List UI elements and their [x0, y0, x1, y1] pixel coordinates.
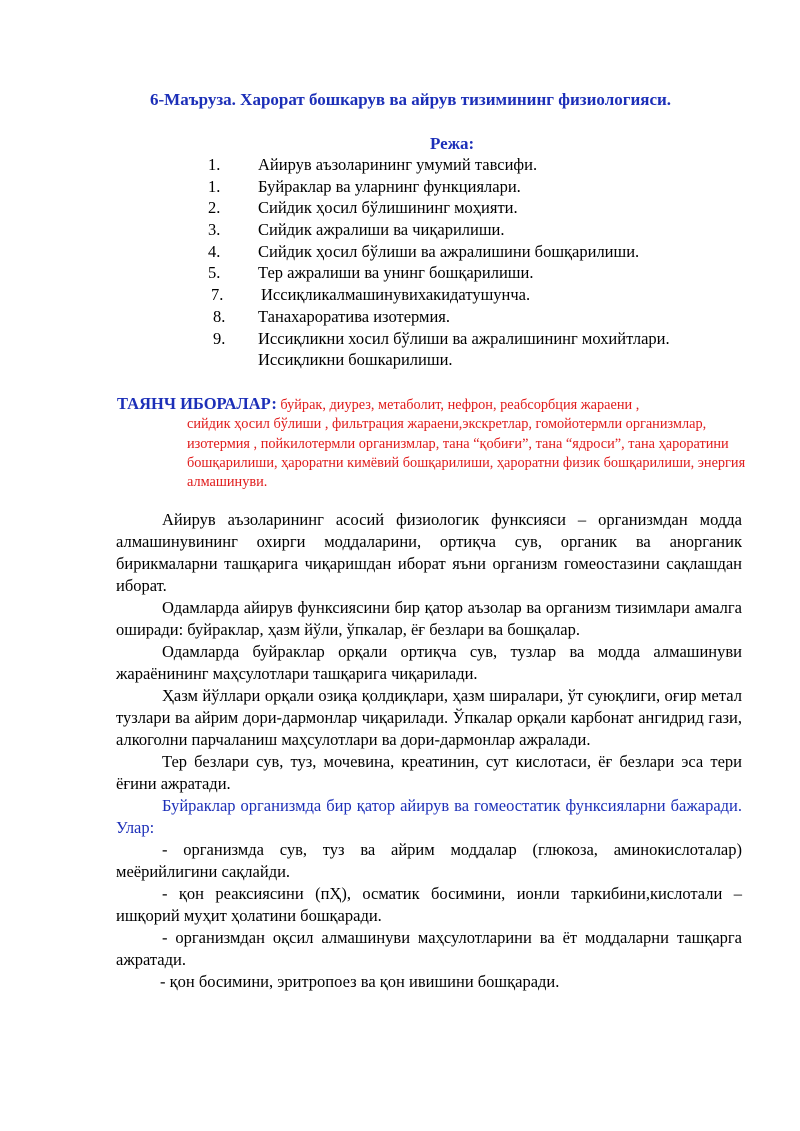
plan-item-text: Айирув аъзоларининг умумий тавсифи. [258, 155, 538, 174]
keywords-first-line [117, 394, 757, 415]
plan-list [208, 154, 768, 371]
plan-item [208, 197, 768, 219]
plan-item-number: 2. [208, 198, 221, 218]
plan-item-number: 4. [208, 241, 221, 261]
plan-item-text: Тер ажралиши ва унинг бошқарилиши. [258, 263, 534, 283]
plan-item-number: 3. [208, 220, 221, 240]
plan-item-number: 8. [213, 306, 226, 326]
plan-item [208, 349, 768, 371]
plan-item [208, 176, 768, 198]
paragraph: Тер безлари сув, туз, мочевина, креатинин, сут кислотаси, ёғ безлари эса тери ёғини ажратади. [116, 752, 742, 793]
paragraph: Айирув аъзоларининг асосий физиологик функсияси – организмдан модда алмашинувининг охирги моддаларини, ортиқча сув, органик ва анорганик бирикмаларни ташқарига чиқаришдан иборат яъни организм гомеостазини сақлашдан иборат. [116, 510, 742, 595]
list-item: - организмдан оқсил алмашинуви маҳсулотларини ва ёт моддаларни ташқарга ажратади. [116, 928, 742, 969]
plan-item-text: Танахароратива изотермия. [258, 306, 451, 326]
plan-item-number: 1. [208, 176, 221, 196]
list-item: - организмда сув, туз ва айрим моддалар (глюкоза, аминокислоталар) меёрийлигини сақлайди. [116, 840, 742, 881]
keywords-label: ТАЯНЧ ИБОРАЛАР: [117, 394, 277, 413]
plan-item-text: Иссиқликни бошкарилиши. [258, 350, 453, 370]
plan-item-text: Иссиқликалмашинувихакидатушунча. [261, 285, 531, 305]
plan-item-text: Иссиқликни хосил бўлиши ва ажралишининг мохийтлари. [258, 328, 670, 348]
list-item: - қон реаксиясини (пҲ), осматик босимини, ионли таркибини,кислотали – ишқорий муҳит ҳолатини бошқаради. [116, 884, 742, 925]
paragraph: Одамларда буйраклар орқали ортиқча сув, тузлар ва модда алмашинуви жараёнининг маҳсулотлари ташқарига чиқарилади. [116, 642, 742, 683]
plan-item [208, 328, 768, 350]
list-item: - қон босимини, эритропоез ва қон ивишини бошқаради. [160, 972, 560, 991]
plan-item-text: Буйраклар ва уларнинг функциялари. [258, 176, 521, 196]
keywords-text-continued: сийдик ҳосил бўлиши , фильтрация жараени,экскретлар, гомойотермли организмлар, изотермия , пойкилотермли организмлар, тана “қобиғи”, тана “ядроси”, тана ҳароратини бошқарилиши, ҳароратни кимёвий бошқарилиши, ҳароратни физик бошқарилиши, энергия алмашинуви. [187, 416, 746, 491]
plan-item-text: Сийдик ҳосил бўлиши ва ажралишини бошқарилиши. [258, 241, 640, 261]
page-title: 6-Маъруза. Харорат бошкарув ва айрув тизимининг физиологияси. [150, 90, 672, 109]
plan-item [208, 241, 768, 263]
plan-item-number: 7. [211, 285, 224, 305]
paragraph-highlight: Буйраклар организмда бир қатор айирув ва гомеостатик функсияларни бажаради. Улар: [116, 796, 742, 837]
paragraph: Одамларда айирув функсиясини бир қатор аъзолар ва организм тизимлари амалга оширади: буйраклар, ҳазм йўли, ўпкалар, ёғ безлари ва бошқалар. [116, 598, 742, 639]
plan-heading: Режа: [430, 134, 475, 153]
paragraph: Ҳазм йўллари орқали озиқа қолдиқлари, ҳазм ширалари, ўт суюқлиги, оғир метал тузлари ва айрим дори-дармонлар чиқарилади. Ўпкалар орқали карбонат ангидрид гази, алкоголни парчаланиш маҳсулотлари ва дори-дармонлар ажралади. [116, 686, 742, 749]
plan-item [208, 284, 768, 306]
plan-item-text: Сийдик ажралиши ва чиқарилиши. [258, 220, 505, 240]
plan-item [208, 262, 768, 284]
plan-item [208, 219, 768, 241]
keywords-block [117, 394, 757, 492]
plan-item-number: 1. [208, 155, 221, 174]
body-text [116, 509, 742, 993]
keywords-text: буйрак, диурез, метаболит, нефрон, реабсорбция жараени , [280, 397, 640, 413]
plan-item [208, 154, 768, 176]
plan-item-text: Сийдик ҳосил бўлишининг моҳияти. [258, 198, 518, 218]
plan-item [208, 306, 768, 328]
plan-item-number: 9. [213, 328, 226, 348]
plan-item-number: 5. [208, 263, 221, 283]
